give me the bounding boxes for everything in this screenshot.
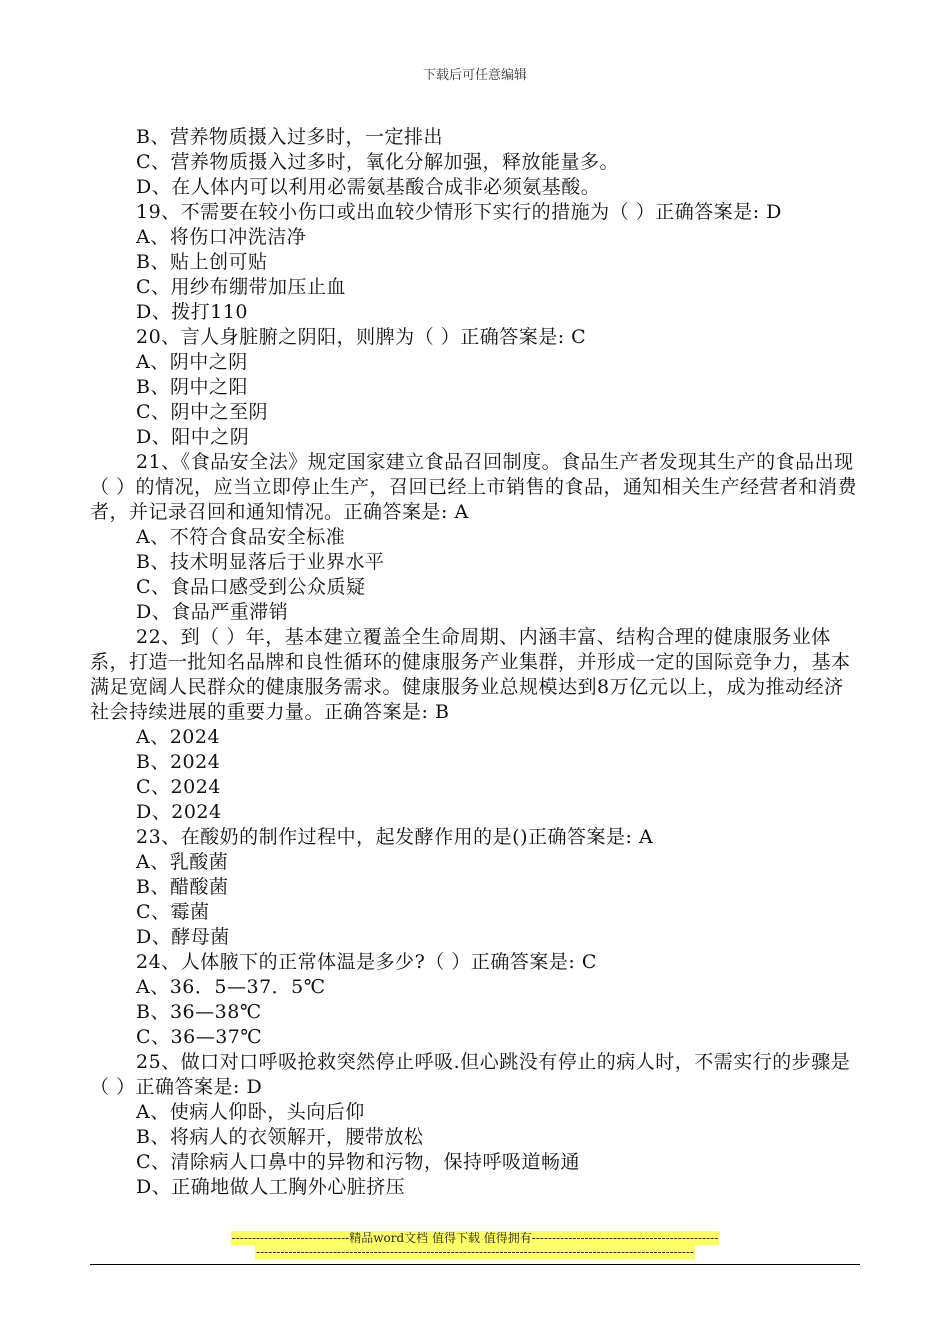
answer-option: C、霉菌 [136, 901, 210, 923]
answer-option: B、将病人的衣领解开，腰带放松 [136, 1126, 424, 1148]
answer-option: D、在人体内可以利用必需氨基酸合成非必须氨基酸。 [136, 176, 601, 198]
answer-option: A、不符合食品安全标准 [136, 526, 346, 548]
footer-banner-line-1 [0, 1229, 950, 1246]
answer-option: C、36—37℃ [136, 1026, 263, 1048]
document-body [90, 125, 860, 1200]
answer-option: B、技术明显落后于业界水平 [136, 551, 385, 573]
answer-option: D、酵母菌 [136, 926, 230, 948]
answer-option: D、食品严重滞销 [136, 601, 289, 623]
answer-option: A、36．5—37．5℃ [136, 976, 326, 998]
answer-option: B、醋酸菌 [136, 876, 229, 898]
answer-option: D、拨打110 [136, 301, 248, 323]
question-text: 23、在酸奶的制作过程中，起发酵作用的是()正确答案是: A [136, 826, 654, 848]
answer-option: C、2024 [136, 776, 221, 798]
footer-divider [90, 1264, 860, 1265]
footer-banner-line-2 [0, 1245, 950, 1259]
answer-option: A、2024 [136, 726, 221, 748]
answer-option: D、2024 [136, 801, 222, 823]
question-text: 25、做口对口呼吸抢救突然停止呼吸.但心跳没有停止的病人时，不需实行的步骤是（ ）正确答案是: D [90, 1051, 851, 1098]
answer-option: A、将伤口冲洗洁净 [136, 226, 307, 248]
answer-option: A、使病人仰卧，头向后仰 [136, 1101, 365, 1123]
answer-option: D、阳中之阴 [136, 426, 250, 448]
answer-option: A、阴中之阴 [136, 351, 248, 373]
answer-option: C、清除病人口鼻中的异物和污物，保持呼吸道畅通 [136, 1151, 581, 1173]
answer-option: B、36—38℃ [136, 1001, 262, 1023]
question-text: 24、人体腋下的正常体温是多少?（ ）正确答案是: C [136, 951, 597, 973]
question-text: 19、不需要在较小伤口或出血较少情形下实行的措施为（ ）正确答案是: D [136, 201, 782, 223]
answer-option: D、正确地做人工胸外心脏挤压 [136, 1176, 406, 1198]
header-note: 下载后可任意编辑 [422, 68, 527, 83]
answer-option: C、营养物质摄入过多时，氧化分解加强，释放能量多。 [136, 151, 620, 173]
footer-banner-text-1: -----------------------------精品word文档 值得下载 值得拥有---------------------------------------------- [231, 1231, 719, 1245]
answer-option: C、用纱布绷带加压止血 [136, 276, 347, 298]
answer-option: B、营养物质摄入过多时，一定排出 [136, 126, 443, 148]
answer-option: A、乳酸菌 [136, 851, 229, 873]
answer-option: C、食品口感受到公众质疑 [136, 576, 366, 598]
answer-option: C、阴中之至阴 [136, 401, 269, 423]
question-text: 22、到（ ）年，基本建立覆盖全生命周期、内涵丰富、结构合理的健康服务业体系，打造一批知名品牌和良性循环的健康服务产业集群，并形成一定的国际竞争力，基本满足宽阔人民群众的健康服务需求。健康服务业总规模达到8万亿元以上，成为推动经济社会持续进展的重要力量。正确答案是: B [90, 626, 851, 723]
question-text: 20、言人身脏腑之阴阳，则脾为（ ）正确答案是: C [136, 326, 587, 348]
answer-option: B、贴上创可贴 [136, 251, 268, 273]
answer-option: B、2024 [136, 751, 221, 773]
question-text: 21、《食品安全法》规定国家建立食品召回制度。食品生产者发现其生产的食品出现（ ）的情况，应当立即停止生产，召回已经上市销售的食品，通知相关生产经营者和消费者，并记录召回和通知情况。正确答案是: A [90, 451, 858, 523]
answer-option: B、阴中之阳 [136, 376, 248, 398]
footer-banner-text-2: ------------------------------------------------------------------------------------------------------------ [256, 1245, 694, 1259]
